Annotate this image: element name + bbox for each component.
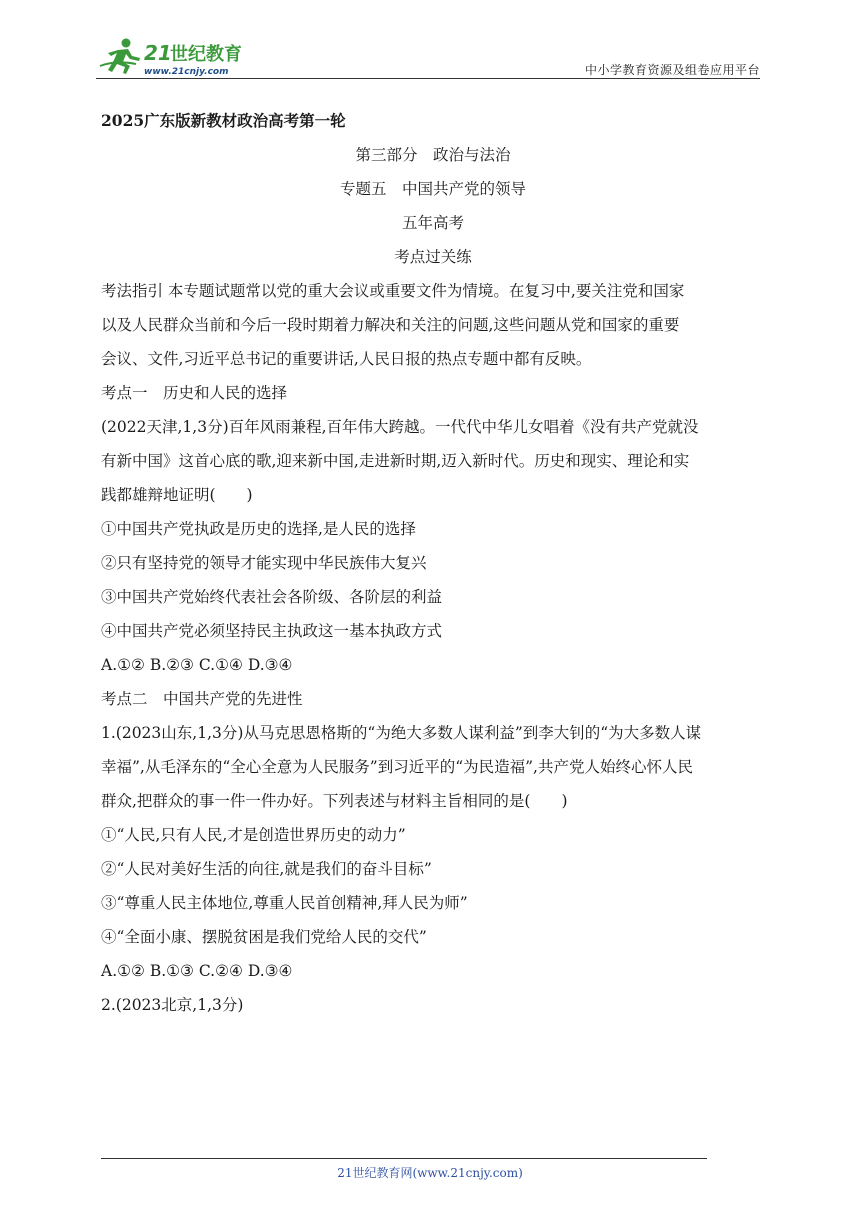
point-one-heading: 考点一 历史和人民的选择 [101, 384, 288, 402]
question-option: ③中国共产党始终代表社会各阶级、各阶层的利益 [101, 588, 443, 606]
question-option: ②“人民对美好生活的向往,就是我们的奋斗目标” [101, 860, 432, 878]
sub-title: 考点过关练 [394, 248, 472, 266]
page-header [96, 36, 760, 80]
logo-21cnjy [96, 36, 266, 78]
guide-line-1: 考法指引 本专题试题常以党的重大会议或重要文件为情境。在复习中,要关注党和国家 [101, 282, 685, 300]
question-stem-line: 幸福”,从毛泽东的“全心全意为人民服务”到习近平的“为民造福”,共产党人始终心怀人民 [101, 758, 693, 776]
section-title: 五年高考 [401, 214, 464, 232]
svg-text:21: 21 [144, 41, 172, 65]
question-stem-line: 有新中国》这首心底的歌,迎来新中国,走进新时期,迈入新时代。历史和现实、理论和实 [101, 452, 690, 470]
svg-text:世纪教育: 世纪教育 [170, 44, 242, 65]
answer-choices: A.①② B.②③ C.①④ D.③④ [101, 656, 293, 674]
footer-link[interactable]: 21世纪教育网(www.21cnjy.com) [337, 1166, 523, 1180]
guide-line-3: 会议、文件,习近平总书记的重要讲话,人民日报的热点专题中都有反映。 [101, 350, 592, 368]
question-stem-line: (2022天津,1,3分)百年风雨兼程,百年伟大跨越。一代代中华儿女唱着《没有共产党就没 [101, 418, 699, 436]
question-option: ①中国共产党执政是历史的选择,是人民的选择 [101, 520, 416, 538]
series-title: 2025广东版新教材政治高考第一轮 [101, 111, 346, 130]
question-option: ④“全面小康、摆脱贫困是我们党给人民的交代” [101, 928, 427, 946]
question-option: ②只有坚持党的领导才能实现中华民族伟大复兴 [101, 554, 427, 572]
header-divider [96, 78, 760, 79]
question-stem-line: 2.(2023北京,1,3分) [101, 996, 244, 1014]
svg-text:www.21cnjy.com: www.21cnjy.com [144, 67, 229, 77]
part-title: 第三部分 政治与法治 [355, 146, 511, 164]
document-body [101, 104, 765, 1022]
header-platform-text: 中小学教育资源及组卷应用平台 [584, 63, 760, 77]
question-option: ④中国共产党必须坚持民主执政这一基本执政方式 [101, 622, 443, 640]
question-option: ③“尊重人民主体地位,尊重人民首创精神,拜人民为师” [101, 894, 468, 912]
topic-title: 专题五 中国共产党的领导 [339, 180, 526, 198]
guide-line-2: 以及人民群众当前和今后一段时期着力解决和关注的问题,这些问题从党和国家的重要 [101, 316, 680, 334]
question-stem-line: 践都雄辩地证明( ) [101, 486, 253, 504]
point-two-heading: 考点二 中国共产党的先进性 [101, 690, 303, 708]
answer-choices: A.①② B.①③ C.②④ D.③④ [101, 962, 293, 980]
question-stem-line: 群众,把群众的事一件一件办好。下列表述与材料主旨相同的是( ) [101, 792, 568, 810]
footer-divider [101, 1158, 707, 1159]
question-option: ①“人民,只有人民,才是创造世界历史的动力” [101, 826, 406, 844]
question-stem-line: 1.(2023山东,1,3分)从马克思恩格斯的“为绝大多数人谋利益”到李大钊的“为大多数人谋 [101, 724, 702, 742]
